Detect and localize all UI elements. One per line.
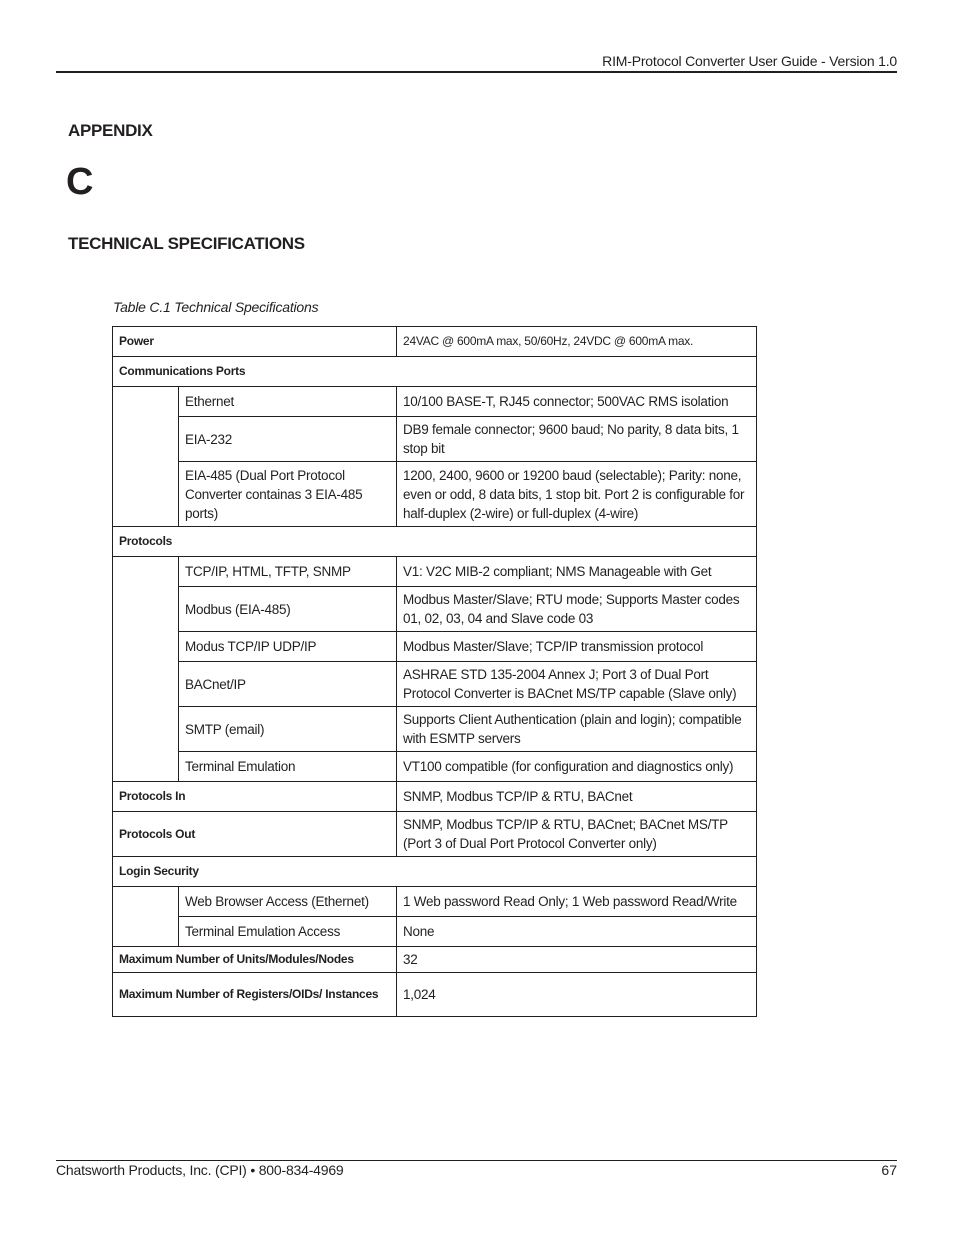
- spec-name: Terminal Emulation Access: [179, 917, 397, 947]
- row-value-protocols-out: SNMP, Modbus TCP/IP & RTU, BACnet; BACnet MS/TP (Port 3 of Dual Port Protocol Converter only): [397, 812, 757, 857]
- spec-value: Modbus Master/Slave; RTU mode; Supports Master codes 01, 02, 03, 04 and Slave code 03: [397, 587, 757, 632]
- table-caption: Table C.1 Technical Specifications: [113, 299, 319, 315]
- group-label-protocols: Protocols: [113, 527, 757, 557]
- table-row: [113, 462, 757, 527]
- spec-value: ASHRAE STD 135-2004 Annex J; Port 3 of Dual Port Protocol Converter is BACnet MS/TP capable (Slave only): [397, 662, 757, 707]
- spec-value: V1: V2C MIB-2 compliant; NMS Manageable with Get: [397, 557, 757, 587]
- appendix-letter: C: [66, 161, 94, 203]
- row-label-protocols-out: Protocols Out: [113, 812, 397, 857]
- footer-rule: [56, 1160, 897, 1161]
- row-label-max-units: Maximum Number of Units/Modules/Nodes: [113, 947, 397, 973]
- footer-company: Chatsworth Products, Inc. (CPI) • 800-834-4969: [56, 1162, 344, 1178]
- indent-cell: [113, 557, 179, 782]
- row-value-max-units: 32: [397, 947, 757, 973]
- table-row: [113, 917, 757, 947]
- table-row: [113, 857, 757, 887]
- spec-name: TCP/IP, HTML, TFTP, SNMP: [179, 557, 397, 587]
- spec-name: Terminal Emulation: [179, 752, 397, 782]
- spec-value: Supports Client Authentication (plain and login); compatible with ESMTP servers: [397, 707, 757, 752]
- row-value-protocols-in: SNMP, Modbus TCP/IP & RTU, BACnet: [397, 782, 757, 812]
- table-row: [113, 387, 757, 417]
- table-row: [113, 527, 757, 557]
- running-header: RIM-Protocol Converter User Guide - Version 1.0: [602, 53, 897, 69]
- row-label-power: Power: [113, 327, 397, 357]
- spec-value: 10/100 BASE-T, RJ45 connector; 500VAC RMS isolation: [397, 387, 757, 417]
- spec-name: EIA-485 (Dual Port Protocol Converter containas 3 EIA-485 ports): [179, 462, 397, 527]
- spec-table: [112, 326, 757, 1017]
- spec-name: EIA-232: [179, 417, 397, 462]
- table-row: [113, 752, 757, 782]
- spec-value: 1 Web password Read Only; 1 Web password Read/Write: [397, 887, 757, 917]
- spec-value: DB9 female connector; 9600 baud; No parity, 8 data bits, 1 stop bit: [397, 417, 757, 462]
- spec-name: BACnet/IP: [179, 662, 397, 707]
- group-label-comm-ports: Communications Ports: [113, 357, 757, 387]
- table-row: [113, 632, 757, 662]
- spec-value: VT100 compatible (for configuration and diagnostics only): [397, 752, 757, 782]
- table-row: [113, 973, 757, 1017]
- table-row: [113, 887, 757, 917]
- spec-value: None: [397, 917, 757, 947]
- table-row: [113, 587, 757, 632]
- row-label-max-registers: Maximum Number of Registers/OIDs/ Instances: [113, 973, 397, 1017]
- spec-name: Modbus (EIA-485): [179, 587, 397, 632]
- spec-name: SMTP (email): [179, 707, 397, 752]
- spec-value: 1200, 2400, 9600 or 19200 baud (selectable); Parity: none, even or odd, 8 data bits, 1 stop bit. Port 2 is configurable for half-duplex (2-wire) or full-duplex (4-wire): [397, 462, 757, 527]
- table-row: [113, 947, 757, 973]
- table-row: [113, 662, 757, 707]
- row-value-power: 24VAC @ 600mA max, 50/60Hz, 24VDC @ 600mA max.: [397, 327, 757, 357]
- indent-cell: [113, 387, 179, 527]
- table-row: [113, 417, 757, 462]
- spec-name: Ethernet: [179, 387, 397, 417]
- table-row: [113, 557, 757, 587]
- table-row: [113, 812, 757, 857]
- page-number: 67: [881, 1162, 897, 1178]
- group-label-login-security: Login Security: [113, 857, 757, 887]
- appendix-label: APPENDIX: [68, 121, 153, 140]
- header-rule: [56, 71, 897, 73]
- indent-cell: [113, 887, 179, 947]
- table-row: [113, 357, 757, 387]
- table-row: [113, 327, 757, 357]
- table-row: [113, 707, 757, 752]
- row-value-max-registers: 1,024: [397, 973, 757, 1017]
- section-title: TECHNICAL SPECIFICATIONS: [68, 234, 305, 253]
- spec-value: Modbus Master/Slave; TCP/IP transmission protocol: [397, 632, 757, 662]
- spec-name: Modus TCP/IP UDP/IP: [179, 632, 397, 662]
- spec-name: Web Browser Access (Ethernet): [179, 887, 397, 917]
- table-row: [113, 782, 757, 812]
- row-label-protocols-in: Protocols In: [113, 782, 397, 812]
